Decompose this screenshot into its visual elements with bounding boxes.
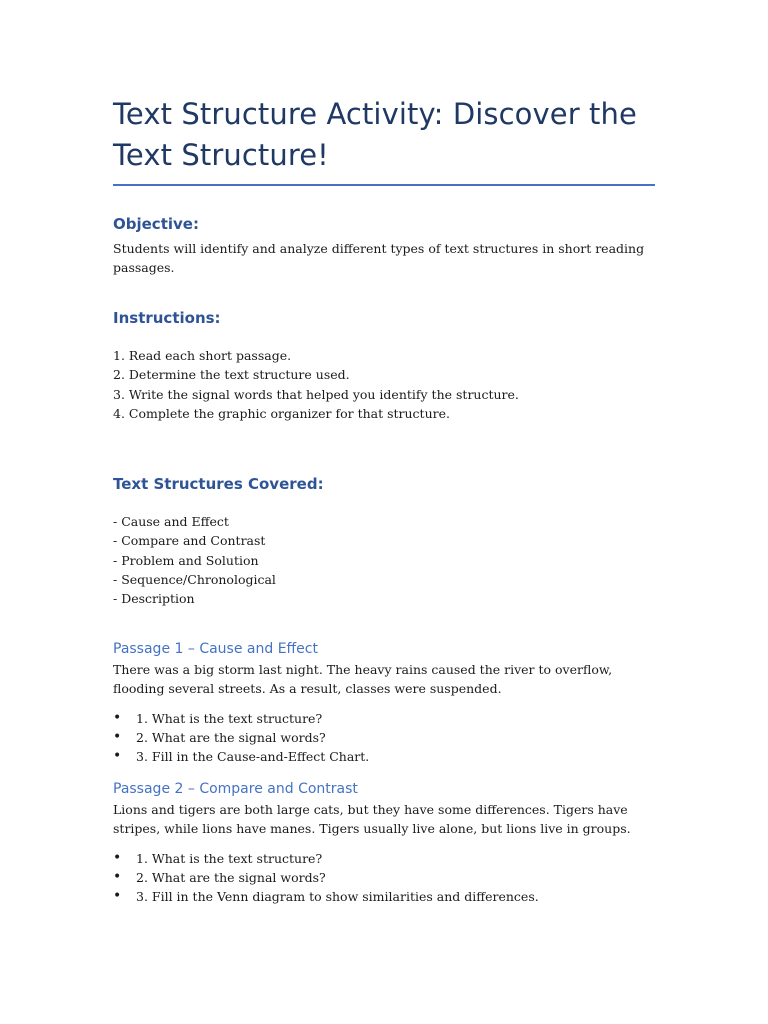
instructions-list (113, 346, 655, 423)
question-item (113, 728, 655, 747)
bullet-icon: • (113, 868, 122, 885)
question-item (113, 868, 655, 887)
bullet-icon: • (113, 709, 122, 726)
passage-2-questions (113, 849, 655, 907)
question-item (113, 747, 655, 766)
bullet-icon: • (113, 748, 122, 765)
objective-section (113, 215, 655, 277)
structures-section (113, 475, 655, 608)
structures-list (113, 512, 655, 608)
bullet-icon: • (113, 728, 122, 745)
bullet-icon: • (113, 849, 122, 866)
structure-item: - Cause and Effect (113, 514, 229, 530)
question-text: 3. Fill in the Cause-and-Effect Chart. (136, 749, 370, 765)
question-item (113, 709, 655, 728)
passage-2-text: Lions and tigers are both large cats, but they have some differences. Tigers have stripes, while lions have manes. Tigers usually live alone, but lions live in groups. (113, 801, 631, 836)
question-text: 2. What are the signal words? (136, 729, 326, 745)
objective-text: Students will identify and analyze different types of text structures in short reading passages. (113, 241, 645, 275)
structure-item: - Problem and Solution (113, 552, 259, 568)
question-text: 2. What are the signal words? (136, 869, 326, 885)
document-title: Text Structure Activity: Discover the Text Structure! (113, 94, 655, 186)
passage-1-heading: Passage 1 – Cause and Effect (113, 640, 318, 657)
instructions-section (113, 309, 655, 423)
question-item (113, 887, 655, 906)
passage-1-questions (113, 709, 655, 767)
instructions-heading: Instructions: (113, 309, 221, 327)
instruction-item: 3. Write the signal words that helped you identify the structure. (113, 386, 519, 402)
structures-heading: Text Structures Covered: (113, 475, 324, 494)
structure-item: - Description (113, 591, 195, 607)
passage-2-heading: Passage 2 – Compare and Contrast (113, 780, 358, 797)
instruction-item: 1. Read each short passage. (113, 348, 292, 363)
instruction-item: 2. Determine the text structure used. (113, 367, 350, 383)
objective-heading: Objective: (113, 215, 199, 233)
passage-1-section (113, 641, 655, 767)
document-page (113, 94, 655, 906)
passage-2-section (113, 781, 655, 907)
bullet-icon: • (113, 888, 122, 905)
passage-1-text: There was a big storm last night. The heavy rains caused the river to overflow, flooding several streets. As a result, classes were suspended. (113, 661, 613, 696)
structure-item: - Sequence/Chronological (113, 572, 276, 588)
instruction-item: 4. Complete the graphic organizer for that structure. (113, 405, 450, 421)
question-item (113, 849, 655, 868)
question-text: 3. Fill in the Venn diagram to show similarities and differences. (136, 889, 539, 905)
question-text: 1. What is the text structure? (136, 850, 323, 866)
question-text: 1. What is the text structure? (136, 710, 323, 726)
structure-item: - Compare and Contrast (113, 533, 266, 549)
